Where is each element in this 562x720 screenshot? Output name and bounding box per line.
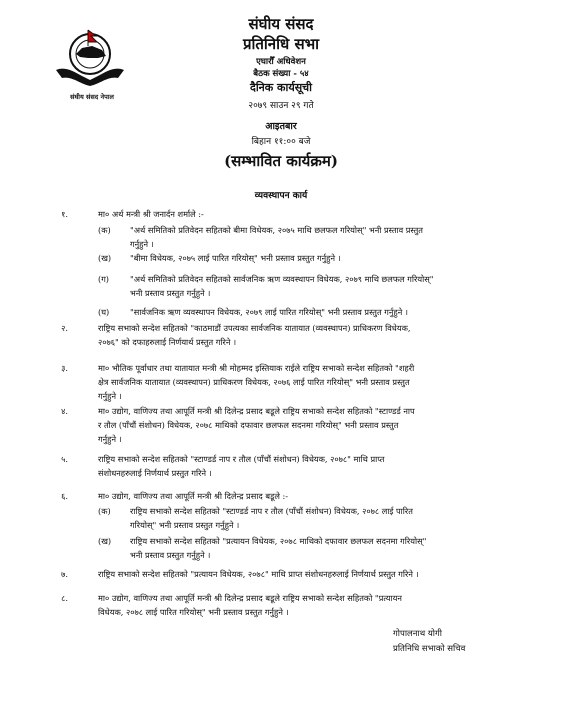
- item-text-line: क्षेत्र सार्वजनिक यातायात (व्यवस्थापन) प्राधिकरण विधेयक, २०७६ लाई पारित गरियोस्" भनी प्रस्ताव प्रस्तुत: [98, 377, 410, 387]
- item-text-line: मा० उद्योग, वाणिज्य तथा आपूर्ति मन्त्री श्री दिलेन्द्र प्रसाद बडूले :-: [98, 491, 289, 501]
- item-number: ३.: [61, 363, 68, 373]
- item-text-line: गर्नुहुने ।: [98, 434, 122, 444]
- item-number: ४.: [61, 406, 68, 416]
- agenda-time: बिहान ११:०० बजे: [251, 137, 311, 147]
- signatory-name: गोपालनाथ योगी: [393, 629, 442, 639]
- item-text-line: राष्ट्रिय सभाको सन्देश सहितको "प्रत्यायन विधेयक, २०७८ माथिको दफावार छलफल सदनमा गरियोस्": [130, 536, 427, 546]
- item-text-line: २०७६" को दफाहरुलाई निर्णयार्थ प्रस्तुत गरिने ।: [98, 337, 237, 347]
- item-text-line: र तौल (पाँचौं संशोधन) विधेयक, २०७८ माथिको दफावार छलफल सदनमा गरियोस्" भनी प्रस्ताव प्रस्तुत: [98, 420, 399, 430]
- item-text-line: मा० उद्योग, वाणिज्य तथा आपूर्ति मन्त्री श्री दिलेन्द्र प्रसाद बडूले राष्ट्रिय सभाको सन्देश सहितको "स्टाण्डर्ड नाप: [98, 406, 415, 416]
- sub-item-marker: (क): [98, 225, 111, 235]
- item-text-line: गर्नुहुने ।: [130, 239, 154, 249]
- section-heading: व्यवस्थापन कार्य: [254, 191, 308, 201]
- meeting-number: बैठक संख्या - ५४: [253, 69, 309, 79]
- emblem-caption: संघीय संसद नेपाल: [70, 93, 114, 101]
- agenda-day: आइतबार: [265, 121, 297, 132]
- item-number: ५.: [61, 454, 68, 464]
- item-text-line: भनी प्रस्ताव प्रस्तुत गर्नुहुने ।: [130, 288, 211, 298]
- sub-item-marker: (ख): [98, 536, 112, 546]
- item-number: ७.: [61, 569, 68, 579]
- sub-item-marker: (क): [98, 506, 111, 516]
- item-text-line: मा० अर्थ मन्त्री श्री जनार्दन शर्माले :-: [98, 209, 204, 219]
- item-number: ८.: [61, 593, 68, 603]
- item-text-line: "बीमा विधेयक, २०७५ लाई पारित गरियोस्" भनी प्रस्ताव प्रस्तुत गर्नुहुने ।: [130, 253, 341, 263]
- item-text-line: संशोधनहरुलाई निर्णयार्थ प्रस्तुत गरिने ।: [98, 468, 212, 478]
- item-text-line: राष्ट्रिय सभाको सन्देश सहितको "स्टाण्डर्ड नाप र तौल (पाँचौं संशोधन) विधेयक, २०७८" माथि प्राप्त: [98, 454, 385, 464]
- sub-item-marker: (घ): [98, 307, 110, 317]
- header-line-2: प्रतिनिधि सभा: [242, 35, 320, 53]
- item-text-line: गर्नुहुने ।: [98, 391, 122, 401]
- sub-item-marker: (ग): [98, 274, 109, 284]
- header-line-1: संघीय संसद: [248, 15, 314, 33]
- item-number: १.: [61, 209, 68, 219]
- item-text-line: राष्ट्रिय सभाको सन्देश सहितको "काठमाडौं उपत्यका सार्वजनिक यातायात (व्यवस्थापन) प्राधिकरण विधेयक,: [98, 323, 411, 333]
- programme-heading: (सम्भावित कार्यक्रम): [224, 152, 338, 170]
- item-text-line: मा० उद्योग, वाणिज्य तथा आपूर्ति मन्त्री श्री दिलेन्द्र प्रसाद बडूले राष्ट्रिय सभाको सन्देश सहितको "प्रत्यायन: [98, 593, 402, 603]
- item-text-line: "सार्वजनिक ऋण व्यवस्थापन विधेयक, २०७९ लाई पारित गरियोस्" भनी प्रस्ताव प्रस्तुत गर्नुहुने ।: [130, 307, 408, 317]
- item-text-line: मा० भौतिक पूर्वाधार तथा यातायात मन्त्री श्री मोहम्मद इस्तियाक राईले राष्ट्रिय सभाको सन्देश सहितको "शहरी: [98, 363, 415, 373]
- item-text-line: विधेयक, २०७८ लाई पारित गरियोस्" भनी प्रस्ताव प्रस्तुत गर्नुहुने ।: [98, 607, 289, 617]
- item-text-line: "अर्थ समितिको प्रतिवेदन सहितको बीमा विधेयक, २०७५ माथि छलफल गरियोस्" भनी प्रस्ताव प्रस्तुत: [130, 225, 423, 235]
- agenda-title: दैनिक कार्यसूची: [249, 81, 313, 94]
- signatory-title: प्रतिनिधि सभाको सचिव: [393, 644, 466, 654]
- item-number: २.: [61, 323, 68, 333]
- item-text-line: राष्ट्रिय सभाको सन्देश सहितको "प्रत्यायन विधेयक, २०७८" माथि प्राप्त संशोधनहरुलाई निर्णयार्थ प्रस्तुत गरिने ।: [98, 569, 419, 579]
- item-number: ६.: [61, 491, 68, 501]
- item-text-line: भनी प्रस्ताव प्रस्तुत गर्नुहुने ।: [130, 550, 211, 560]
- item-text-line: गरियोस्" भनी प्रस्ताव प्रस्तुत गर्नुहुने ।: [130, 520, 240, 530]
- item-text-line: "अर्थ समितिको प्रतिवेदन सहितको सार्वजनिक ऋण व्यवस्थापन विधेयक, २०७९ माथि छलफल गरियोस्": [130, 274, 434, 284]
- item-text-line: राष्ट्रिय सभाको सन्देश सहितको "स्टाण्डर्ड नाप र तौल (पाँचौं संशोधन) विधेयक, २०७८ लाई पारित: [130, 506, 413, 516]
- agenda-date: २०७९ साउन २९ गते: [248, 101, 314, 111]
- session-label: एघारौँ अधिवेशन: [256, 57, 306, 67]
- sub-item-marker: (ख): [98, 253, 112, 263]
